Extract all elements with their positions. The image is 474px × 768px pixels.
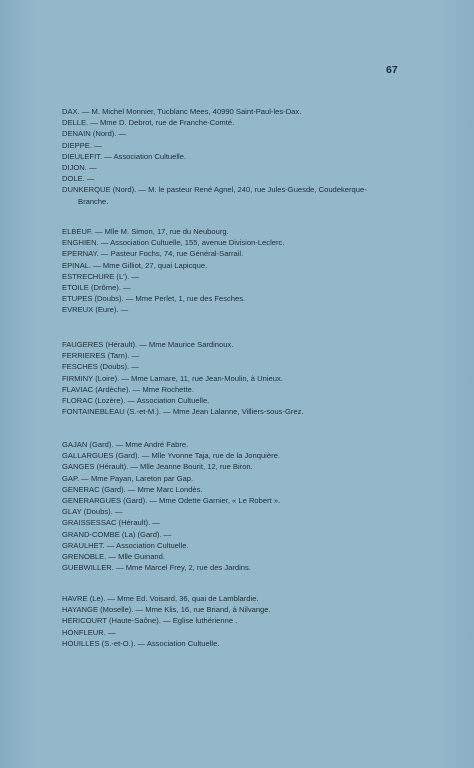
list-item: HONFLEUR. — [62, 627, 116, 637]
list-item: DENAIN (Nord). — [62, 129, 127, 139]
list-item: DAX. — M. Michel Monnier, Tucblanc Mees, 40990 Saint-Paul-les-Dax. [62, 107, 302, 116]
list-item: HOUILLES (S.-et-O.). — Association Cultuelle. [62, 638, 220, 648]
page-number: 67 [386, 64, 398, 76]
list-item: GRAND-COMBE (La) (Gard). — [62, 529, 172, 539]
list-item: GRAISSESSAC (Hérault). — [62, 518, 160, 528]
section-h [62, 593, 442, 649]
section-d [62, 106, 442, 207]
list-item: GRENOBLE. — Mlle Guinand. [62, 552, 165, 562]
list-item: DIEPPE. — [62, 140, 102, 150]
list-item: ETOILE (Drôme). — [62, 283, 131, 293]
list-item: DOLE. — [62, 174, 95, 184]
list-item: ENGHIEN. — Association Cultuelle, 155, avenue Division-Leclerc. [62, 238, 285, 248]
list-item: GENERAC (Gard). — Mme Marc Londès. [62, 484, 203, 494]
list-item: GAJAN (Gard). — Mme André Fabre. [62, 440, 189, 449]
list-item: GALLARGUES (Gard). — Mlle Yvonne Taja, rue de la Jonquière. [62, 451, 280, 461]
section-e [62, 226, 442, 316]
list-item: ETUPES (Doubs). — Mme Perlet, 1, rue des Fesches. [62, 294, 246, 304]
list-item: GENERARGUES (Gard). — Mme Odette Garnier, « Le Robert ». [62, 496, 281, 506]
list-item: DUNKERQUE (Nord). — M. le pasteur René Agnel, 240, rue Jules-Guesde, Coudekerque- [62, 185, 367, 195]
list-item: FERRIERES (Tarn). — [62, 351, 140, 361]
list-item: GUEBWILLER. — Mme Marcel Frey, 2, rue des Jardins. [62, 563, 251, 573]
list-item: HERICOURT (Haute-Saône). — Eglise luthérienne . [62, 616, 238, 626]
list-item: ESTRECHURE (L'). — [62, 271, 139, 281]
list-item: EPERNAY. — Pasteur Fochs, 74, rue Général-Sarrail. [62, 249, 244, 259]
list-item: FAUGERES (Hérault). — Mme Maurice Sardinoux. [62, 340, 234, 349]
list-item: FLORAC (Lozère). — Association Cultuelle. [62, 396, 210, 406]
list-item: DIEULEFIT. — Association Cultuelle. [62, 151, 187, 161]
list-item: GAP. — Mme Payan, Lareton par Gap. [62, 473, 194, 483]
list-item: DIJON. — [62, 163, 97, 173]
list-item: HAVRE (Le). — Mme Ed. Voisard, 36, quai de Lamblardie. [62, 594, 259, 603]
list-item: FONTAINEBLEAU (S.-et-M.). — Mme Jean Lalanne, Villiers-sous-Grez. [62, 407, 304, 417]
list-item: FLAVIAC (Ardèche). — Mme Rochette. [62, 384, 194, 394]
list-item: HAYANGE (Moselle). — Mme Klis, 16, rue Briand, à Nilvange. [62, 605, 271, 615]
section-g [62, 439, 442, 573]
list-item: DELLE. — Mme D. Debrot, rue de Franche-Comté. [62, 118, 235, 128]
list-item: GLAY (Doubs). — [62, 507, 123, 517]
list-item-continuation: Branche. [78, 196, 109, 206]
list-item: EPINAL. — Mme Gilliot, 27, quai Lapicque. [62, 260, 208, 270]
list-item: FIRMINY (Loire). — Mme Lamare, 11, rue Jean-Moulin, à Unieux. [62, 373, 283, 383]
list-item: FESCHES (Doubs). — [62, 362, 139, 372]
list-item: GANGES (Hérault). — Mlle Jeanne Bourit, 12, rue Biron. [62, 462, 253, 472]
section-f [62, 339, 442, 417]
list-item: ELBEUF. — Mlle M. Simon, 17, rue du Neubourg. [62, 227, 229, 236]
list-item: EVREUX (Eure). — [62, 305, 129, 315]
list-item: GRAULHET. — Association Cultuelle. [62, 540, 189, 550]
